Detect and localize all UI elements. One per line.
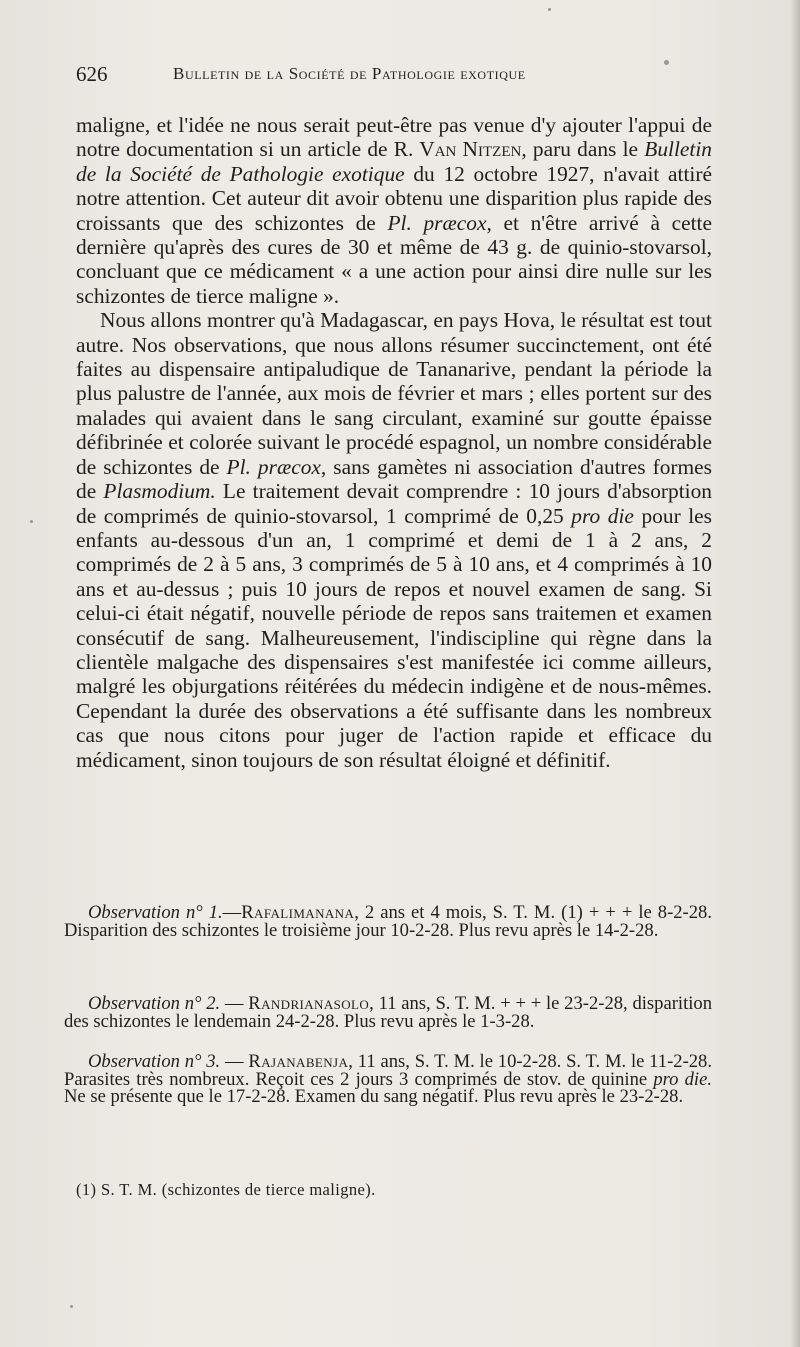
p1-text-a: maligne, et l'idée ne nous serait peut-être pas venue d'y ajouter l'appui de notre documentation si un article de	[76, 113, 712, 162]
observation-text: Ne se présente que le 17-2-28. Examen du sang négatif. Plus revu après le 23-2-28.	[64, 1086, 684, 1108]
page-edge-shadow	[790, 0, 800, 1347]
observation-text: , 2 ans et 4 mois, S. T. M. (1) + + + le 8-2-28. Disparition des schizontes le troisième jour 10-2-28. Plus revu après le 14-2-28.	[64, 902, 712, 941]
observation-2	[64, 995, 712, 1030]
observation-text: , 11 ans, S. T. M. le 10-2-28. S. T. M. le 11-2-28. Parasites très nombreux. Reçoit ces 2 jours 3 comprimés de stov. de quinine	[64, 1051, 713, 1090]
paper-speck	[548, 8, 551, 11]
p1-text-c: du 12 octobre 1927, n'avait attiré notre attention. Cet auteur dit avoir obtenu une disparition plus rapide des croissants que des schizontes de	[76, 161, 712, 235]
observation-label: Observation n° 2.	[88, 993, 221, 1014]
observation-3	[64, 1053, 712, 1106]
dash: —	[220, 1051, 249, 1072]
paragraph-1	[76, 113, 712, 308]
paper-speck	[70, 1305, 73, 1308]
paper-speck	[30, 520, 33, 523]
p1-text-b: , paru dans le	[521, 137, 645, 162]
p2-text-a: Nous allons montrer qu'à Madagascar, en pays Hova, le résultat est tout autre. Nos observations, que nous allons résumer succinctement, ont été faites au dispensaire antipaludique de Tananarive, pendant la période la plus palustre de l'année, aux mois de février et mars ; elles portent sur des malades qui avaient dans le sang circulant, examiné sur goutte épaisse défibrinée et colorée suivant le procédé espagnol, un nombre considérable de schizontes de	[76, 308, 712, 479]
p2-text-b: , sans gamètes ni association d'autres formes de	[76, 454, 712, 504]
footnote: (1) S. T. M. (schizontes de tierce maligne).	[76, 1180, 376, 1199]
species-name: Pl. præcox	[226, 454, 321, 479]
p1-text-d: , et n'être arrivé à cette dernière qu'après des cures de 30 et même de 43 g. de quinio-stovarsol, concluant que ce médicament « a une action pour ainsi dire nulle sur les schizontes de tierce maligne ».	[76, 210, 712, 308]
observation-text: , 11 ans, S. T. M. + + + le 23-2-28, disparition des schizontes le lendemain 24-2-28. Plus revu après le 1-3-28.	[64, 993, 712, 1032]
dash: —	[222, 902, 242, 923]
species-name: Pl. præcox	[387, 210, 487, 235]
patient-name: Rajanabenja	[248, 1051, 349, 1072]
page-header	[76, 62, 726, 92]
observation-label: Observation n° 3.	[88, 1051, 221, 1072]
running-head: Bulletin de la Société de Pathologie exotique	[173, 64, 526, 83]
body-text	[76, 113, 712, 772]
p2-text-d: pour les enfants au-dessous d'un an, 1 comprimé et demi de 1 à 2 ans, 2 comprimés de 2 à 5 ans, 3 comprimés de 5 à 10 ans, et 4 comprimés à 10 ans et au-dessus ; puis 10 jours de repos et nouvel examen de sang. Si celui-ci était négatif, nouvelle période de repos sans traitemen et examen consécutif de sang. Malheureusement, l'indiscipline qui règne dans la clientèle malgache des dispensaires s'est manifestée ici comme ailleurs, malgré les objurgations réitérées du médecin indigène et de nous-mêmes. Cependant la durée des observations a été suffisante dans les nombreux cas que nous citons pour juger de l'action rapide et efficace du médicament, sinon toujours de son résultat éloigné et définitif.	[76, 503, 713, 772]
observation-label: Observation n° 1.	[88, 902, 223, 923]
observation-1	[64, 904, 712, 939]
page-number: 626	[76, 62, 108, 86]
genus-name: Plasmodium.	[103, 479, 216, 504]
paper-speck	[664, 60, 669, 65]
p2-text-c: Le traitement devait comprendre : 10 jours d'absorption de comprimés de quinio-stovarsol, 1 comprimé de 0,25	[76, 479, 713, 528]
paragraph-2	[76, 308, 712, 772]
dash: —	[220, 993, 249, 1014]
patient-name: Rafalimanana	[241, 902, 355, 923]
patient-name: Randrianasolo	[248, 993, 370, 1014]
pro-die: pro die.	[653, 1068, 712, 1090]
cited-author: R. Van Nitzen	[393, 137, 522, 162]
journal-title: Bulletin de la Société de Pathologie exotique	[76, 137, 712, 186]
pro-die: pro die	[571, 503, 634, 528]
